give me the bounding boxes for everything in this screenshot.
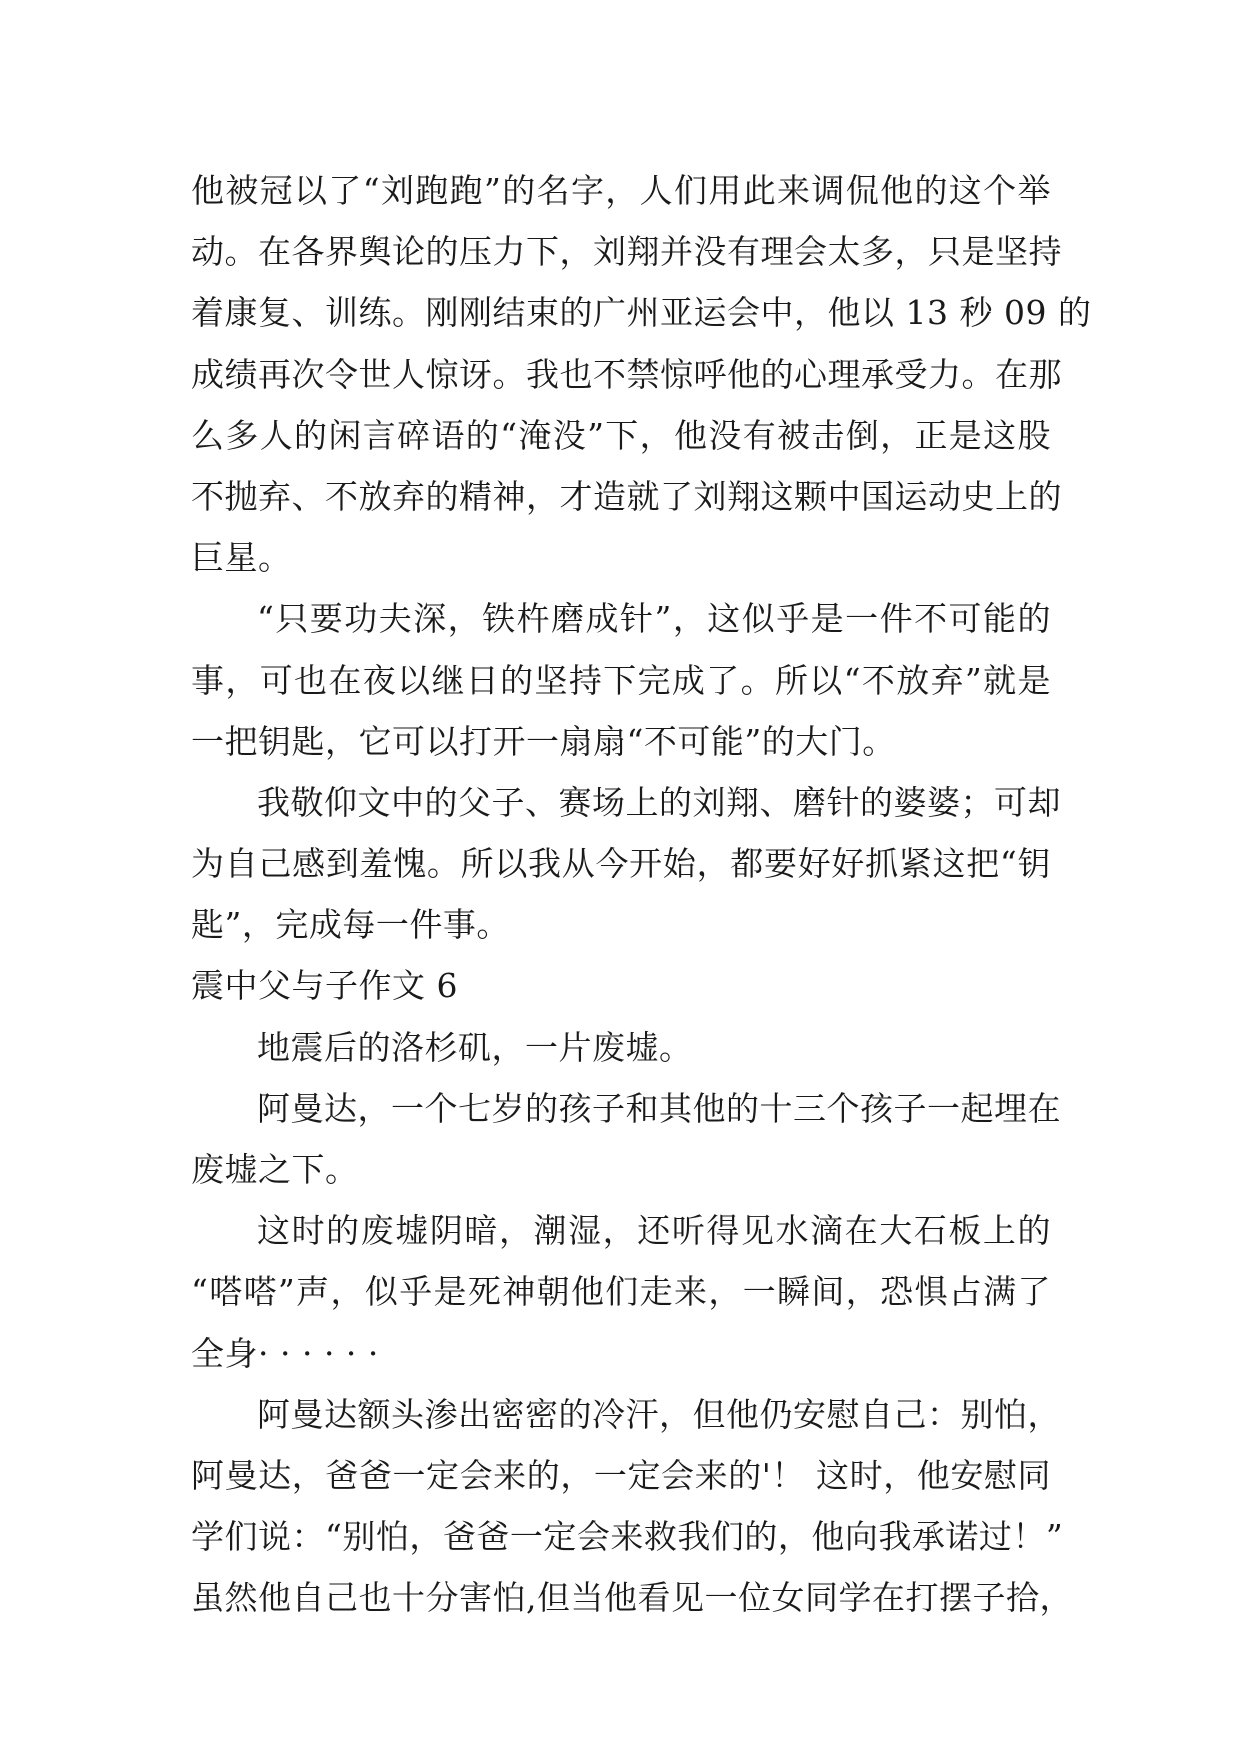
text-line: 地震后的洛杉矶，一片废墟。	[257, 1027, 693, 1067]
text-line: 这时的废墟阴暗，潮湿，还听得见水滴在大石板上的	[257, 1211, 1051, 1251]
text-line: 我敬仰文中的父子、赛场上的刘翔、磨针的婆婆；可却	[257, 782, 1061, 822]
text-line: 阿曼达额头渗出密密的冷汗，但他仍安慰自己：别怕，	[257, 1394, 1061, 1434]
text-line: 一把钥匙，它可以打开一扇扇“不可能”的大门。	[191, 721, 896, 761]
text-line: 着康复、训练。刚刚结束的广州亚运会中，他以 13 秒 09 的	[191, 293, 1092, 333]
text-line: 阿曼达，一个七岁的孩子和其他的十三个孩子一起埋在	[257, 1088, 1061, 1128]
text-line: 匙”，完成每一件事。	[191, 905, 510, 945]
text-line: 阿曼达，爸爸一定会来的，一定会来的'！ 这时，他安慰同	[191, 1455, 1051, 1495]
text-line: 学们说：“别怕，爸爸一定会来救我们的，他向我承诺过！”	[191, 1517, 1064, 1557]
text-line: 震中父与子作文 6	[191, 966, 458, 1006]
document-page	[191, 160, 1092, 1629]
text-line: 为自己感到羞愧。所以我从今开始，都要好好抓紧这把“钥	[191, 844, 1051, 884]
text-line: “只要功夫深，铁杵磨成针”，这似乎是一件不可能的	[257, 599, 1051, 639]
text-line: 不抛弃、不放弃的精神，才造就了刘翔这颗中国运动史上的	[191, 476, 1062, 516]
document-body	[191, 160, 1092, 1629]
text-line: 么多人的闲言碎语的“淹没”下，他没有被击倒，正是这股	[191, 415, 1051, 455]
text-line: “嗒嗒”声，似乎是死神朝他们走来，一瞬间，恐惧占满了	[191, 1272, 1051, 1312]
text-line: 巨星。	[191, 538, 292, 578]
text-line: 事，可也在夜以继日的坚持下完成了。所以“不放弃”就是	[191, 660, 1051, 700]
text-line: 废墟之下。	[191, 1150, 359, 1189]
text-line: 全身· · · · · ·	[191, 1333, 379, 1373]
text-line: 他被冠以了“刘跑跑”的名字，人们用此来调侃他的这个举	[191, 171, 1051, 210]
text-line: 动。在各界舆论的压力下，刘翔并没有理会太多，只是坚持	[191, 232, 1062, 272]
text-line: 成绩再次令世人惊讶。我也不禁惊呼他的心理承受力。在那	[191, 354, 1062, 394]
text-line: 虽然他自己也十分害怕,但当他看见一位女同学在打摆子拾，	[191, 1578, 1073, 1618]
